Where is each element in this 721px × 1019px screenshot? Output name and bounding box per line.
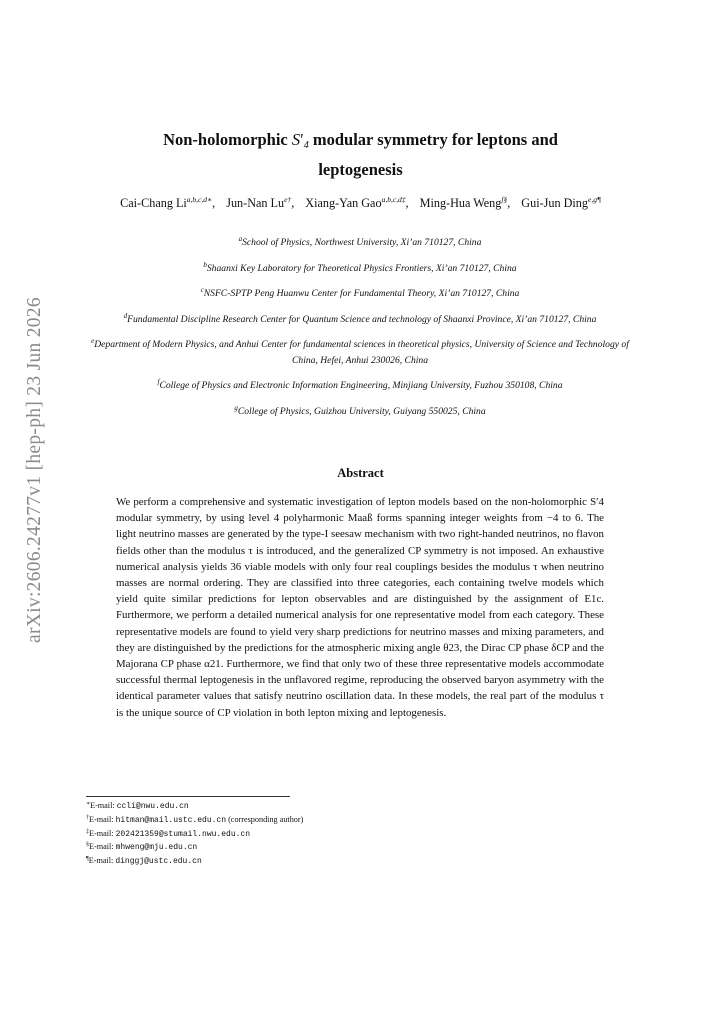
author: Ming-Hua Weng$^{f\S}$, — [419, 195, 511, 210]
footnote-rule — [86, 796, 290, 797]
abstract-body: We perform a comprehensive and systematic investigation of lepton models based on the non-holomorphic S′4 modular symmetry, by using level 4 polyharmonic Maaß forms spanning integer weights from −4 to 6. The light neutrino masses are generated by the type-I seesaw mechanism with two right-handed neutrinos, no flavon fields other than the modulus τ is introduced, and the generalized CP symmetry is not imposed. An exhaustive numerical analysis yields 36 viable models with only four real couplings besides the modulus τ when neutrino masses are normal ordering. They are classified into three categories, each containing twelve models which yield quite similar predictions for lepton observables and are distinguished by the assignment of E1c. Furthermore, we perform a detailed numerical analysis for one representative model from each category. These representative models are found to yield very sharp predictions for neutrino masses and mixing parameters, and they are distinguished by the predictions for the atmospheric mixing angle θ23, the Dirac CP phase δCP and the Majorana CP phase α21. Furthermore, we find that only two of these three representative models accommodate successful thermal leptogenesis in the unflavored regime, reproducing the observed baryon asymmetry with the identical parameter values that satisfy neutrino oscillation data. In these models, the real part of the modulus τ is the unique source of CP violation in both lepton mixing and leptogenesis. — [116, 496, 604, 719]
title-line-2: leptogenesis — [318, 160, 403, 179]
author-list — [0, 195, 721, 211]
email-link[interactable]: 202421359@stumail.nwu.edu.cn — [115, 829, 251, 839]
email-link[interactable]: dinggj@ustc.edu.cn — [115, 857, 202, 867]
email-link[interactable]: ccli@nwu.edu.cn — [116, 802, 189, 811]
footnote: ¶E-mail: dinggj@ustc.edu.cn — [86, 856, 202, 867]
affiliation: $^e$Department of Modern Physics, and Anhui Center for fundamental sciences in theoretical physics, University of Science and Technology of China, Hefei, Anhui 230026, China — [91, 337, 629, 366]
paper-title — [0, 128, 721, 182]
email-link[interactable]: hitman@mail.ustc.edu.cn — [115, 815, 227, 825]
footnote: †E-mail: hitman@mail.ustc.edu.cn (corresponding author) — [86, 814, 304, 825]
footnote: §E-mail: mhweng@mju.edu.cn — [86, 842, 198, 853]
title-line-1: Non-holomorphic $S'_4$ modular symmetry for leptons and — [163, 130, 558, 151]
affiliation: $^f$College of Physics and Electronic Information Engineering, Minjiang University, Fuzhou 350108, China — [157, 378, 563, 391]
affiliation: $^b$Shaanxi Key Laboratory for Theoretical Physics Frontiers, Xi’an 710127, China — [203, 260, 517, 274]
footnote-list — [86, 799, 303, 868]
author: Jun-Nan $Lu^{e\dagger}$, — [226, 195, 295, 210]
arxiv-stamp-text: arXiv:2606.24277v1 [hep-ph] 23 Jun 2026 — [24, 297, 45, 643]
affiliation: $^c$NSFC-SPTP Peng Huanwu Center for Fundamental Theory, Xi’an 710127, China — [200, 286, 520, 299]
author: Cai-Chang $Li^{a,b,c,d∗}$, — [120, 195, 216, 210]
footnote: ‡E-mail: 202421359@stumail.nwu.edu.cn — [86, 828, 251, 839]
author: Xiang-Yan Gao$^{a,b,c,d\ddagger}$, — [305, 195, 409, 210]
author: Gui-Jun Ding$^{e,g\P}$ — [521, 195, 601, 210]
abstract-heading: Abstract — [337, 466, 384, 480]
affiliation: $^g$College of Physics, Guizhou University, Guiyang 550025, China — [234, 403, 486, 417]
email-link[interactable]: mhweng@mju.edu.cn — [115, 843, 198, 853]
footnote: ∗E-mail: ccli@nwu.edu.cn — [86, 801, 189, 811]
affiliation-list — [90, 232, 630, 426]
affiliation: $^d$Fundamental Discipline Research Center for Quantum Science and technology of Shaanxi Province, Xi’an 710127, China — [123, 311, 597, 325]
affiliation: $^a$School of Physics, Northwest University, Xi’an 710127, China — [238, 235, 482, 248]
